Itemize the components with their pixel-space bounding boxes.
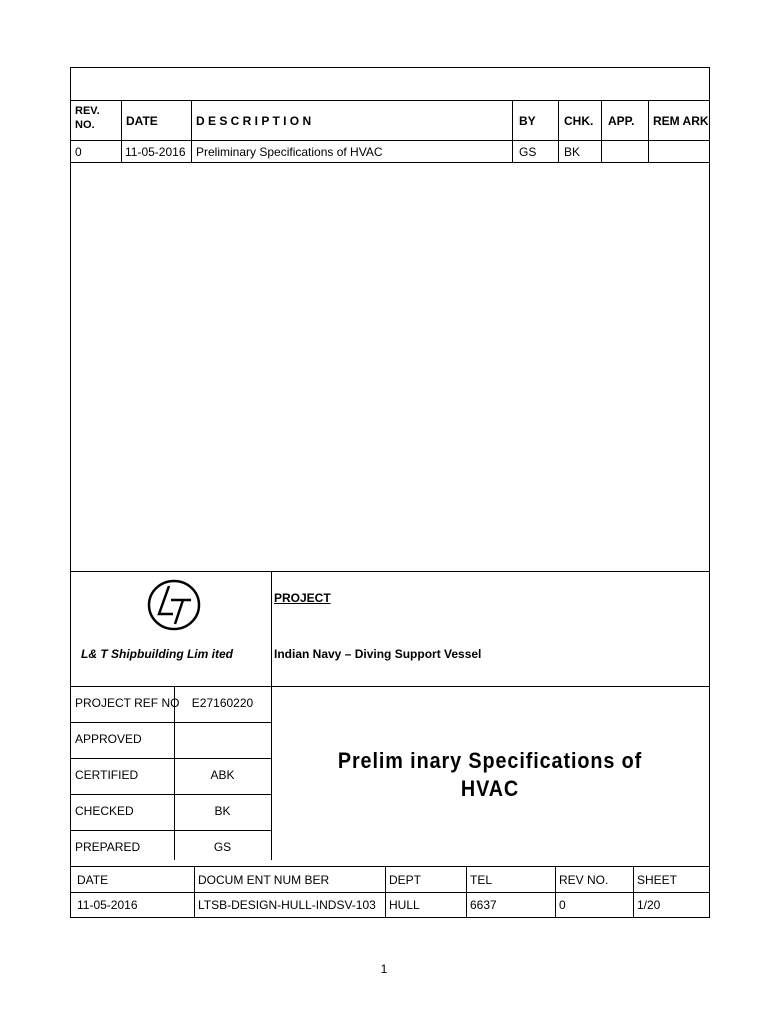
prepared-value: GS — [213, 840, 232, 854]
footer-col-divider — [633, 866, 634, 917]
rev-col-divider — [648, 100, 649, 162]
project-ref-value: E27160220 — [191, 696, 254, 710]
footer-col-divider — [466, 866, 467, 917]
prepared-label: PREPARED — [75, 840, 141, 854]
rev-col-divider — [191, 100, 192, 162]
project-ref-label: PROJECT REF NO — [75, 696, 180, 710]
company-project-divider — [271, 571, 272, 686]
rev-row-description: Preliminary Specifications of HVAC — [196, 145, 383, 159]
footer-doc-no-header: DOCUM ENT NUM BER — [198, 873, 330, 887]
rev-header-bottom-line — [71, 140, 709, 141]
rev-col-divider — [512, 100, 513, 162]
checked-value: BK — [214, 804, 231, 818]
footer-tel-value: 6637 — [470, 898, 497, 912]
checked-label: CHECKED — [75, 804, 134, 818]
certified-value: ABK — [210, 768, 235, 782]
footer-col-divider — [555, 866, 556, 917]
footer-rev-no-value: 0 — [559, 898, 566, 912]
page-number: 1 — [380, 962, 388, 976]
footer-doc-no-value: LTSB-DESIGN-HULL-INDSV-103 — [198, 898, 376, 912]
description-header: D E S C R I P T I O N — [196, 114, 312, 128]
footer-date-value: 11-05-2016 — [77, 898, 138, 912]
rev-row-bottom-line — [71, 162, 709, 163]
company-block-top-line — [71, 571, 709, 572]
company-block-bottom-line — [71, 686, 709, 687]
footer-sheet-value: 1/20 — [637, 898, 661, 912]
rev-col-divider — [558, 100, 559, 162]
project-name: Indian Navy – Diving Support Vessel — [274, 647, 482, 661]
footer-dept-value: HULL — [389, 898, 420, 912]
document-title-line2: HVAC — [460, 776, 520, 801]
approvals-row-line — [71, 830, 271, 831]
rev-row-by: GS — [519, 145, 537, 159]
company-name: L& T Shipbuilding Lim ited — [81, 647, 233, 661]
footer-col-divider — [385, 866, 386, 917]
approvals-row-line — [71, 758, 271, 759]
footer-sheet-header: SHEET — [637, 873, 678, 887]
project-label: PROJECT — [274, 591, 331, 605]
approvals-row-line — [71, 794, 271, 795]
footer-date-header: DATE — [77, 873, 109, 887]
rev-table-top-line — [71, 100, 709, 101]
footer-tel-header: TEL — [470, 873, 493, 887]
by-header: BY — [519, 114, 536, 128]
certified-label: CERTIFIED — [75, 768, 139, 782]
footer-mid-line — [71, 892, 709, 893]
rev-no-header: REV. NO. — [75, 105, 100, 131]
footer-top-line — [71, 866, 709, 867]
footer-dept-header: DEPT — [389, 873, 422, 887]
rev-row-rev-no: 0 — [75, 145, 82, 159]
app-header: APP. — [608, 114, 635, 128]
remark-header: REM ARK — [653, 114, 709, 128]
rev-row-date: 11-05-2016 — [125, 145, 186, 159]
rev-col-divider — [601, 100, 602, 162]
chk-header: CHK. — [564, 114, 594, 128]
rev-row-chk: BK — [564, 145, 581, 159]
title-block-sheet — [70, 67, 710, 918]
approvals-title-divider — [271, 686, 272, 860]
footer-rev-no-header: REV NO. — [559, 873, 609, 887]
footer-col-divider — [194, 866, 195, 917]
date-header: DATE — [126, 114, 158, 128]
lt-logo-icon — [147, 578, 201, 632]
approved-label: APPROVED — [75, 732, 142, 746]
document-title-line1: Prelim inary Specifications of — [337, 748, 643, 773]
approvals-row-line — [71, 722, 271, 723]
rev-col-divider — [121, 100, 122, 162]
